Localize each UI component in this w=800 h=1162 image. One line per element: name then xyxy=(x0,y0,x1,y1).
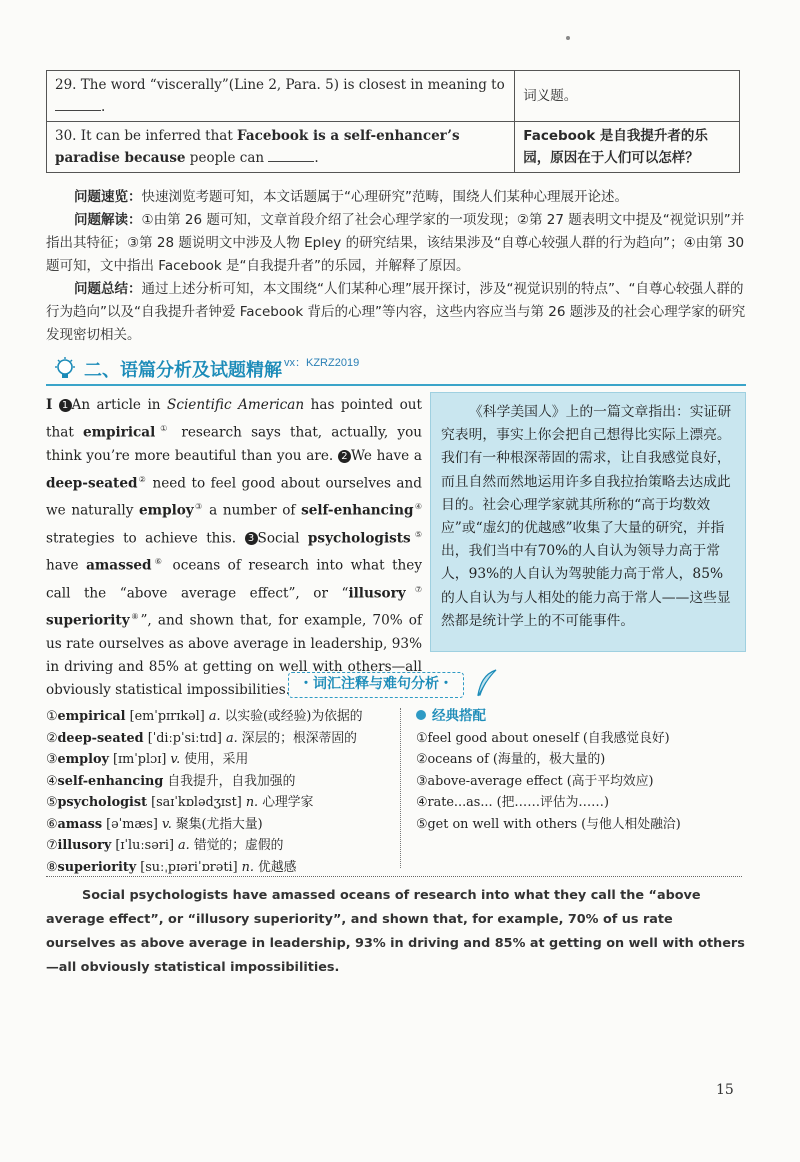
footnote-mark: ⑤ xyxy=(410,529,423,539)
footnote-mark: ⑦ xyxy=(405,584,423,594)
question-29 xyxy=(47,71,515,122)
translation-box xyxy=(430,392,746,652)
sentence-number: 3 xyxy=(245,532,258,545)
vocab-term: amass xyxy=(57,816,103,832)
table-row xyxy=(47,122,740,173)
lightbulb-icon xyxy=(52,356,78,382)
vocab-meaning: 深层的；根深蒂固的 xyxy=(241,730,357,746)
vocab-pos: v. xyxy=(162,816,172,832)
vocab-meaning: 优越感 xyxy=(258,859,297,875)
sentence-number: 1 xyxy=(59,399,72,412)
vocab-heading: ・词汇注释与难句分析・ xyxy=(288,672,464,698)
vocab-num: ⑤ xyxy=(46,795,58,810)
vocab-meaning: 心理学家 xyxy=(262,795,314,810)
passage-text: An article in xyxy=(71,397,168,413)
vocab-list xyxy=(46,706,396,878)
question-analysis xyxy=(46,186,746,347)
analysis-summary xyxy=(46,278,746,347)
vocab-word: illusory xyxy=(348,585,406,602)
table-row xyxy=(47,71,740,122)
list-item: ③above-average effect (高于平均效应) xyxy=(416,773,654,789)
vocab-num: ① xyxy=(46,709,58,724)
question-text: 30. It can be inferred that xyxy=(55,128,238,144)
vocab-meaning: 错觉的；虚假的 xyxy=(193,838,284,853)
list-item xyxy=(46,728,396,750)
section-title: 二、语篇分析及试题精解 xyxy=(84,360,282,381)
vocab-num: ⑧ xyxy=(46,859,58,875)
analysis-interpretation xyxy=(46,209,746,278)
analysis-text: ①由第 26 题可知，文章首段介绍了社会心理学家的一项发现；②第 27 题表明文中提及“视觉识别”并指出其特征；③第 28 题说明文中涉及人物 Epley 的研究结果，该结果涉及“自尊心较强人群的行为趋向”；④由第 30 题可知，文中指出 Facebook 是“自我提升者”的乐园，并解释了原因。 xyxy=(46,212,745,274)
vocab-ipa: [suːˌpɪəriˈɒrəti] xyxy=(140,859,238,875)
analysis-text: 通过上述分析可知，本文围绕“人们某种心理”展开探讨，涉及“视觉识别的特点”、“自尊心较强人群的行为趋向”以及“自我提升者钟爱 Facebook 背后的心理”等内容，这些内容应当与第 26 题涉及的社会心理学家的研究发现密切相关。 xyxy=(46,281,746,343)
passage-text: a number of xyxy=(203,502,302,519)
analysis-label: 问题解读： xyxy=(74,212,142,228)
list-item xyxy=(46,835,396,857)
vocab-word: self-enhancing xyxy=(301,502,414,519)
vocab-word: superiority xyxy=(46,612,130,629)
vocab-meaning: 使用，采用 xyxy=(184,752,249,767)
vocab-term: empirical xyxy=(57,709,126,724)
section-divider xyxy=(46,876,742,877)
list-item xyxy=(46,814,396,836)
vocab-ipa: [emˈpɪrɪkəl] xyxy=(129,709,205,724)
passage-text: have xyxy=(46,557,87,574)
paragraph-marker: Ⅰ xyxy=(46,397,55,413)
vocab-term: psychologist xyxy=(57,795,148,810)
sentence-number: 2 xyxy=(338,450,351,463)
vocab-ipa: [ɪmˈplɔɪ] xyxy=(113,752,167,767)
vocab-term: deep-seated xyxy=(57,730,144,746)
passage-text: research says that, actually, you think you’re more beautiful than you are. xyxy=(46,424,423,464)
analysis-overview xyxy=(46,186,746,209)
analysis-label: 问题速览： xyxy=(74,189,142,205)
footnote-mark: ⑧ xyxy=(129,612,141,622)
vocab-word: empirical xyxy=(82,424,156,441)
vocab-num: ⑥ xyxy=(46,816,58,832)
passage-text: We have a xyxy=(350,447,422,464)
difficult-sentence xyxy=(46,884,746,980)
vocab-pos: n. xyxy=(241,859,254,875)
question-table xyxy=(46,70,740,173)
question-30 xyxy=(47,122,515,173)
translation-text: 《科学美国人》上的一篇文章指出：实证研究表明，事实上你会把自己想得比实际上漂亮。我们有一种根深蒂固的需求，让自我感觉良好，而且自然而然地运用许多自我拉抬策略去达成此目的。社会心理学家就其所称的“高于均数效应”或“虚幻的优越感”收集了大量的研究，并指出，我们当中有70%的人自认为领导力高于常人，93%的人自认为驾驶能力高于常人，85%的人自认为与人相处的能力高于常人——这些显然都是统计学上的不可能事件。 xyxy=(441,404,732,629)
vocab-ipa: [saɪˈkɒlədʒɪst] xyxy=(151,795,242,810)
footnote-mark: ⑥ xyxy=(151,557,166,567)
footnote-mark: ③ xyxy=(193,502,204,512)
passage-text: Social xyxy=(257,530,308,547)
vocab-term: illusory xyxy=(57,838,112,853)
list-item: ②oceans of (海量的，极大量的) xyxy=(416,752,606,767)
vocab-pos: a. xyxy=(178,838,190,853)
vocab-num: ③ xyxy=(46,752,58,767)
list-item xyxy=(46,749,396,771)
question-text: 29. The word “viscerally”(Line 2, Para. 5) is closest in meaning to xyxy=(55,77,505,93)
question-end: . xyxy=(101,99,106,115)
section-heading xyxy=(46,354,746,386)
vocab-term: employ xyxy=(57,752,109,767)
vocab-term: self-enhancing xyxy=(57,773,164,789)
vocab-word: deep-seated xyxy=(46,475,138,492)
answer-blank xyxy=(55,98,101,111)
passage-text: has pointed out that xyxy=(46,397,422,441)
footnote-mark: ① xyxy=(155,424,173,433)
question-text-mid: people can xyxy=(185,150,265,166)
list-item xyxy=(46,771,396,793)
column-divider xyxy=(400,708,401,868)
question-30-type xyxy=(515,122,740,173)
vocab-ipa: [əˈmæs] xyxy=(106,816,158,832)
page-number: 15 xyxy=(716,1082,734,1098)
vocab-word: amassed xyxy=(86,557,152,574)
question-end: . xyxy=(314,150,319,166)
collocation-title xyxy=(416,706,736,728)
passage-text: strategies to achieve this. xyxy=(46,530,245,547)
vocab-num: ④ xyxy=(46,773,58,789)
vocab-pos: a. xyxy=(208,709,221,724)
footnote-mark: ④ xyxy=(413,502,423,512)
collocation-list xyxy=(416,706,736,835)
question-29-type: 词义题。 xyxy=(515,71,740,122)
english-passage xyxy=(46,394,422,702)
vocab-word: psychologists xyxy=(307,530,411,547)
collocation-title-text: 经典搭配 xyxy=(432,708,486,724)
answer-blank xyxy=(268,149,314,162)
vocab-word: employ xyxy=(139,502,194,519)
difficult-sentence-text: Social psychologists have amassed oceans of research into what they call the “above average effect”, or “illusory superiority”, and shown that, for example, 70% of us rate ourselves as above average in leadership, 93% in driving and 85% at getting on well with others—all obviously statistical impossibilities. xyxy=(46,888,745,975)
list-item xyxy=(46,706,396,728)
vocab-num: ⑦ xyxy=(46,838,58,853)
vocab-pos: n. xyxy=(245,795,259,810)
list-item: ①feel good about oneself (自我感觉良好) xyxy=(416,730,670,746)
vocab-ipa: [ɪˈluːsəri] xyxy=(115,838,174,853)
list-item xyxy=(46,857,396,879)
question-keyword: Facebook is a self-enhancer’s paradise because xyxy=(55,128,460,166)
vocab-meaning: 以实验(或经验)为依据的 xyxy=(224,709,363,724)
analysis-label: 问题总结： xyxy=(74,281,142,297)
vocab-num: ② xyxy=(46,730,58,746)
list-item: ⑤get on well with others (与他人相处融洽) xyxy=(416,816,681,832)
question-30-hint: 是自我提升者的乐园，原因在于人们可以怎样？ xyxy=(523,128,708,166)
print-mark xyxy=(566,36,570,40)
vocab-term: superiority xyxy=(57,859,137,875)
magazine-title: Scientific American xyxy=(167,397,305,413)
watermark-text: vx：KZRZ2019 xyxy=(284,357,360,369)
passage-text: oceans of research into what they call the “above average effect”, or “ xyxy=(46,557,423,602)
passage-text: need to feel good about ourselves and we naturally xyxy=(46,475,422,519)
vocab-pos: v. xyxy=(170,752,181,767)
vocab-ipa: [ˈdiːpˈsiːtɪd] xyxy=(147,730,222,746)
quill-icon xyxy=(474,668,500,698)
vocab-pos: a. xyxy=(226,730,238,746)
list-item xyxy=(46,792,396,814)
passage-text: ”, and shown that, for example, 70% of us rate ourselves as above average in leadership, 93% in driving and 85% at getting on well with others—all obviously statistical impossibilities. xyxy=(46,612,423,698)
footnote-mark: ② xyxy=(137,474,147,484)
list-item: ④rate...as... (把……评估为……) xyxy=(416,795,609,810)
analysis-text: 快速浏览考题可知，本文话题属于“心理研究”范畴，围绕人们某种心理展开论述。 xyxy=(141,189,628,205)
vocab-meaning: 自我提升，自我加强的 xyxy=(167,773,296,789)
vocab-meaning: 聚集(尤指大量) xyxy=(175,816,263,832)
bullet-icon xyxy=(416,710,426,720)
keyword-facebook: Facebook xyxy=(523,128,596,144)
